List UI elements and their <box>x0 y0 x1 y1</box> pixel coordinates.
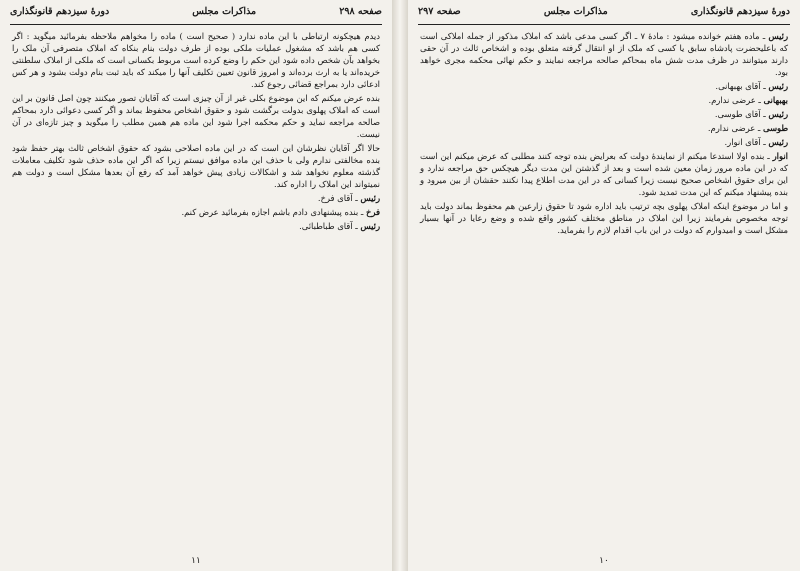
paragraph-text: آقای فرخ. <box>317 193 353 203</box>
transcript-paragraph <box>420 30 788 78</box>
transcript-paragraph <box>420 200 788 236</box>
speaker-name: رئیس <box>768 137 788 147</box>
paragraph-text: دیدم هیچکونه ارتباطی با این ماده ندارد ( صحیح است ) ماده را مخواهم ملاحظه بفرمائید میگوید : اگر کسی هم باشد که مشغول عملیات ملکی بوده از طرف دولت بنام بنکاه که املاک متصرفی آن ملک را بخواهد بآن شخص داده شود این حکم را وضع کرده است مربوط بکسانی است که ملکی از املاک سلطنتی خریده‌اند یا به ارث برده‌اند و امروز قانون تعیین تکلیف آنها را میکند که باید ثبت بنام دولت بشود و هر کس ادعائی دارد بمراجع قضائی رجوع کند. <box>12 31 380 89</box>
book-gutter <box>392 0 408 571</box>
term-title: دورهٔ سیزدهم قانونگذاری <box>690 6 790 17</box>
speaker-name: طوسی <box>763 123 788 133</box>
session-title: مذاکرات مجلس <box>543 6 608 17</box>
paragraph-text: بنده پیشنهادی دادم باشم اجازه بفرمائید عرض کنم. <box>181 207 359 217</box>
paragraph-text: بنده اولا استدعا میکنم از نمایندهٔ دولت که بعرایض بنده توجه کنند مطلبی که عرض میکنم این است که در این ماده مرور زمان معین شده است و بعد از گذشتن این مدت دیگر هیچکس حق مراجعه ندارد و این برای حقوق اشخاص صحیح نیست زیرا کسانی که در این مدت اطلاع پیدا نکنند حقشان از بین میرود و بنده پیشنهاد میکنم که این مدت تمدید شود. <box>420 151 788 197</box>
speaker-separator: ـ <box>764 151 773 161</box>
session-title: مذاکرات مجلس <box>192 6 257 17</box>
transcript-paragraph <box>420 122 788 134</box>
speaker-separator: ـ <box>352 193 361 203</box>
speaker-name: رئیس <box>360 221 380 231</box>
speaker-separator: ـ <box>760 137 769 147</box>
paragraph-text: آقای بهبهانی. <box>715 81 761 91</box>
speaker-name: رئیس <box>768 109 788 119</box>
transcript-paragraph <box>420 136 788 148</box>
transcript-paragraph <box>12 206 380 218</box>
paragraph-text: آقای انوار. <box>724 137 761 147</box>
speaker-separator: ـ <box>352 221 361 231</box>
transcript-paragraph <box>12 92 380 140</box>
paragraph-text: و اما در موضوع اینکه املاک پهلوی بچه ترتیب باید اداره شود تا حقوق زارعین هم محفوظ بماند دولت باید توجه مخصوص بفرمایند زیرا این املاک در مناطق مختلف کشور واقع شده و وضع رعایا در آنها بسیار مشکل است و امیدوارم که دولت در این باب اقدام لازم را بفرماید. <box>420 201 788 235</box>
speaker-separator: ـ <box>755 123 763 133</box>
paragraph-text: حالا اگر آقایان نظرشان این است که در این ماده اصلاحی بشود که حقوق اشخاص ثالث بهتر حفظ شود بنده مخالفتی ندارم ولی با حذف این ماده موافق نیستم زیرا که اگر این ماده حذف شود تکلیف معاملات گذشته معلوم نخواهد شد و اشکالات زیادی پیش خواهد آمد که رفع آن بعدها مشکل است و دولت هم نمیتواند این املاک را اداره کند. <box>12 143 380 189</box>
speaker-separator: ـ <box>760 81 769 91</box>
paragraph-text: آقای طوسی. <box>714 109 761 119</box>
right-page-header <box>418 6 790 22</box>
speaker-name: انوار <box>772 151 788 161</box>
term-title: دورهٔ سیزدهم قانونگذاری <box>10 6 110 17</box>
header-rule <box>418 24 790 25</box>
folio-number: ۱۱ <box>191 556 201 566</box>
left-page-body <box>12 30 380 549</box>
speaker-name: رئیس <box>768 81 788 91</box>
transcript-paragraph <box>420 80 788 92</box>
transcript-paragraph <box>12 30 380 90</box>
speaker-name: رئیس <box>768 31 788 41</box>
transcript-paragraph <box>12 142 380 190</box>
speaker-separator: ـ <box>760 109 769 119</box>
transcript-paragraph <box>12 220 380 232</box>
right-page-body <box>420 30 788 549</box>
transcript-paragraph <box>420 150 788 198</box>
speaker-name: بهبهانی <box>763 95 788 105</box>
speaker-separator: ـ <box>358 207 366 217</box>
header-rule <box>10 24 382 25</box>
transcript-paragraph <box>420 94 788 106</box>
page-number: صفحه ۲۹۷ <box>418 6 461 17</box>
paragraph-text: عرضی ندارم. <box>708 95 756 105</box>
left-page <box>0 0 392 571</box>
speaker-separator: ـ <box>755 95 764 105</box>
paragraph-text: عرضی ندارم. <box>707 123 756 133</box>
speaker-name: فرخ <box>365 207 380 217</box>
transcript-paragraph <box>420 108 788 120</box>
paragraph-text: ماده هفتم خوانده میشود : مادهٔ ۷ ـ اگر کسی مدعی باشد که املاک مذکور از جمله املاکی است که باعلیحضرت پادشاه سابق یا کسی که ملک از او انتقال گرفته متعلق بوده و اشخاص ثالث در آن حقی دارند میتوانند در ظرف مدت شش ماه بمحاکم صالحه مراجعه نمایند و حکم نهائی محکمه مجری خواهد بود. <box>420 31 788 77</box>
paragraph-text: آقای طباطبائی. <box>299 221 353 231</box>
speaker-name: رئیس <box>360 193 380 203</box>
left-page-header <box>10 6 382 22</box>
paragraph-text: بنده عرض میکنم که این موضوع بکلی غیر از آن چیزی است که آقایان تصور میکنند چون اصل قانون بر این است که املاک پهلوی بدولت برگشت شود و حقوق اشخاص محفوظ بماند و اگر کسی دعوائی دارد بمحاکم صالحه مراجعه نماید و حکم محکمه اجرا شود این ماده هم همین مطلب را میگوید و چیز تازه‌ای در آن نیست. <box>12 93 380 139</box>
right-page <box>408 0 800 571</box>
page-number: صفحه ۲۹۸ <box>339 6 382 17</box>
speaker-separator: ـ <box>759 31 769 41</box>
transcript-paragraph <box>12 192 380 204</box>
folio-number: ۱۰ <box>599 556 609 566</box>
